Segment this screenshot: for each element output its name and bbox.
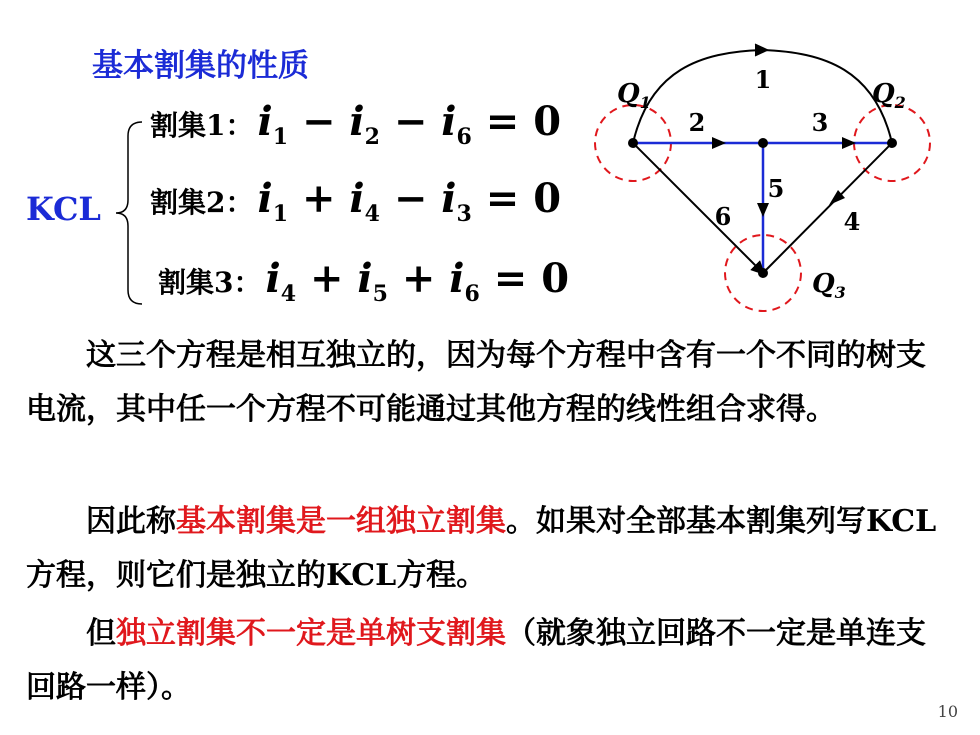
slide-title: 基本割集的性质 <box>92 48 309 84</box>
node-center <box>758 138 768 148</box>
edge-label-4: 4 <box>843 207 861 236</box>
edge-1 <box>633 50 892 143</box>
edge-1-arrow <box>755 44 768 56</box>
equation-expression: $i_1 - i_2 - i_6 = 0$ <box>257 98 562 150</box>
edge-6 <box>633 143 763 273</box>
paragraph-basic-cutsets: 因此称基本割集是一组独立割集。如果对全部基本割集列写KCL方程，则它们是独立的KCL方程。 <box>26 504 937 593</box>
kcl-label: KCL <box>26 190 101 228</box>
highlight-independent-cutsets: 独立割集不一定是单树支割集 <box>116 616 506 651</box>
edge-label-6: 6 <box>714 202 732 231</box>
node-label-q1: $Q_1$ <box>617 79 651 112</box>
edge-4 <box>763 143 892 273</box>
equation-label: 割集2： <box>150 186 254 219</box>
node-q2 <box>887 138 897 148</box>
highlight-basic-cutsets: 基本割集是一组独立割集 <box>176 504 506 539</box>
paragraph-independent-cutsets: 但独立割集不一定是单树支割集（就象独立回路不一定是单连支回路一样）。 <box>26 616 926 705</box>
equation-expression: $i_4 + i_5 + i_6 = 0$ <box>265 255 570 307</box>
node-label-q2: $Q_2$ <box>872 79 906 112</box>
node-label-q3: $Q_3$ <box>812 269 846 302</box>
equation-expression: $i_1 + i_4 - i_3 = 0$ <box>257 175 562 227</box>
node-q3 <box>758 268 768 278</box>
equation-label: 割集3： <box>158 266 262 299</box>
equation-label: 割集1： <box>150 109 254 142</box>
edge-2-arrow <box>712 137 726 149</box>
curly-brace <box>112 118 152 308</box>
equation-cutset-1 <box>150 98 561 158</box>
edge-label-2: 2 <box>688 108 706 137</box>
edge-5-arrow <box>757 203 769 217</box>
edge-label-5: 5 <box>767 174 785 203</box>
node-q1 <box>628 138 638 148</box>
circuit-graph-diagram <box>575 40 955 330</box>
equation-cutset-3 <box>158 255 569 315</box>
paragraph-independence: 这三个方程是相互独立的，因为每个方程中含有一个不同的树支电流，其中任一个方程不可能通过其他方程的线性组合求得。 <box>26 338 926 427</box>
equation-cutset-2 <box>150 175 561 235</box>
edge-label-3: 3 <box>811 108 829 137</box>
page-number: 10 <box>937 702 958 721</box>
edge-label-1: 1 <box>754 65 772 94</box>
